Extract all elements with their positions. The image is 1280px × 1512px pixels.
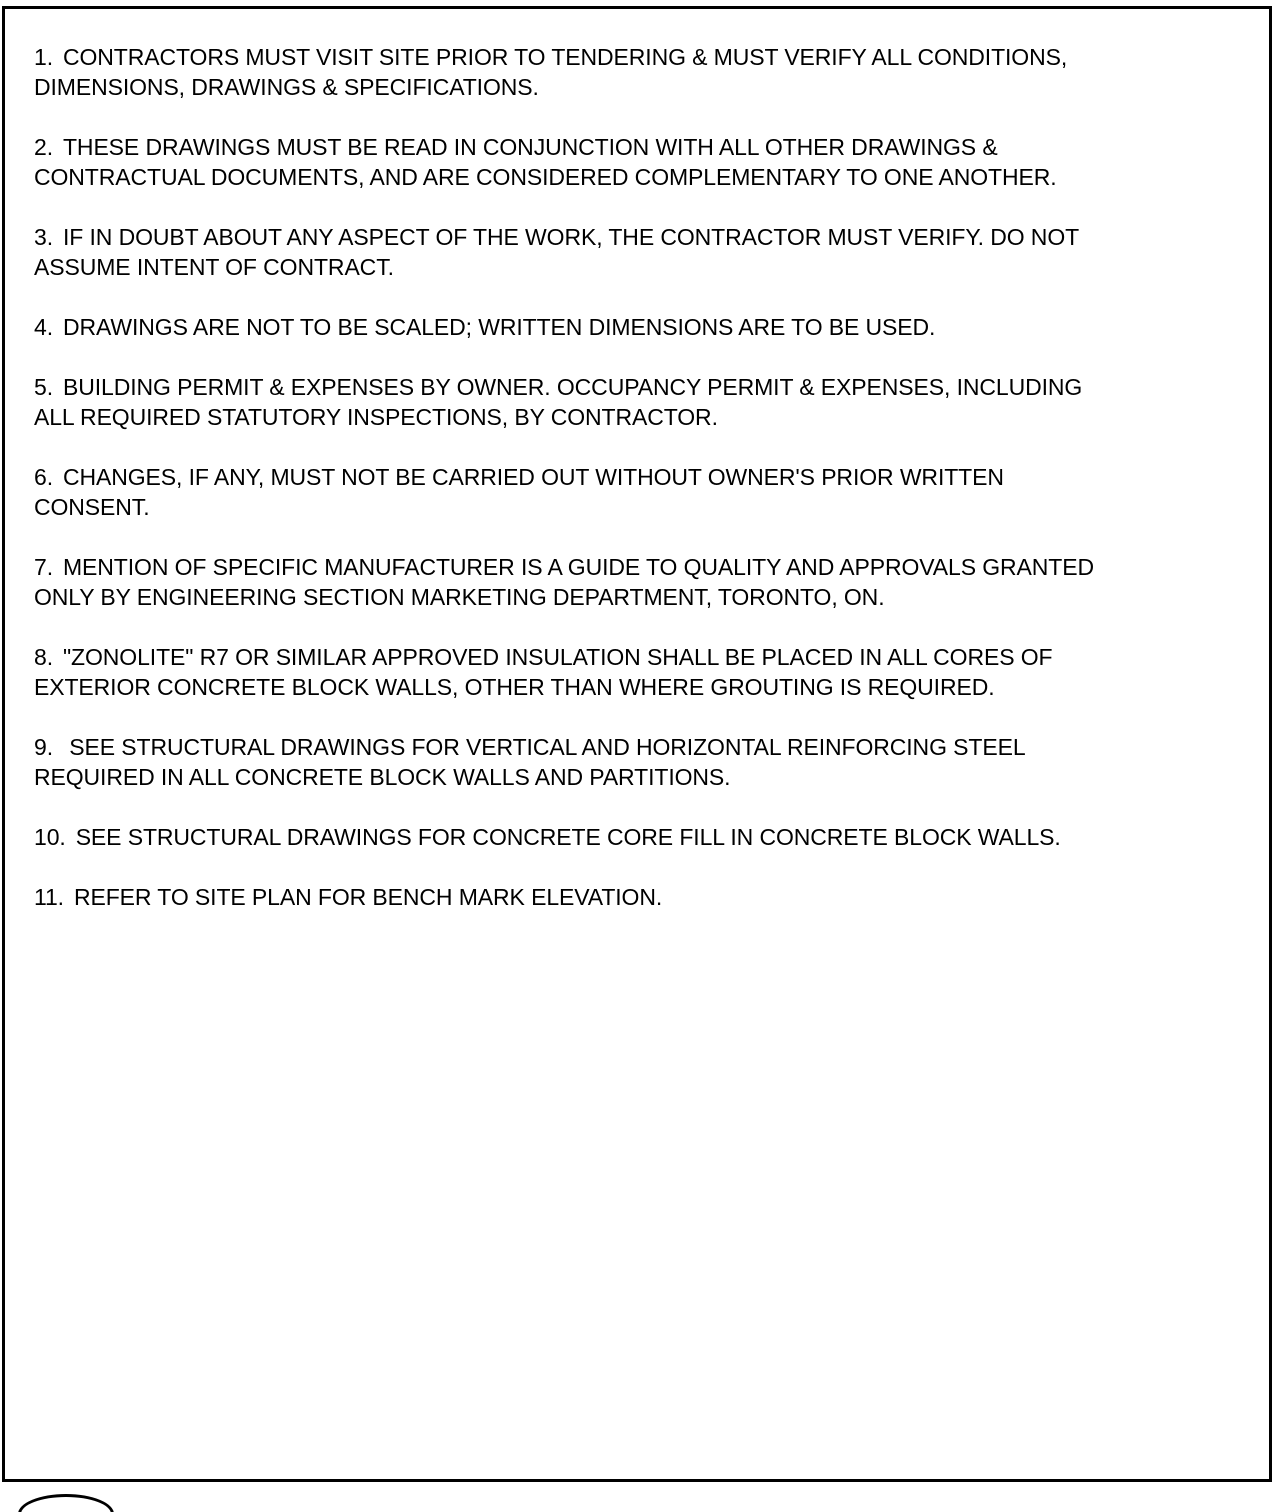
- note-number: 11.: [34, 884, 64, 910]
- general-note-6: [34, 462, 1234, 522]
- note-line: [34, 462, 1234, 492]
- note-text: CONTRACTORS MUST VISIT SITE PRIOR TO TENDERING & MUST VERIFY ALL CONDITIONS,: [62, 44, 1068, 70]
- general-note-10: [34, 822, 1234, 852]
- note-text: ALL REQUIRED STATUTORY INSPECTIONS, BY CONTRACTOR.: [34, 404, 718, 430]
- note-text: SEE STRUCTURAL DRAWINGS FOR CONCRETE CORE FILL IN CONCRETE BLOCK WALLS.: [75, 824, 1061, 850]
- section-marker-circle: [18, 1494, 114, 1512]
- note-text: MENTION OF SPECIFIC MANUFACTURER IS A GUIDE TO QUALITY AND APPROVALS GRANTED: [62, 554, 1094, 580]
- note-line: [34, 312, 1234, 342]
- general-note-2: [34, 132, 1234, 192]
- general-note-3: [34, 222, 1234, 282]
- note-text: CONSENT.: [34, 494, 150, 520]
- note-number: 2.: [34, 134, 53, 160]
- note-text: ASSUME INTENT OF CONTRACT.: [34, 254, 394, 280]
- note-line: [34, 162, 1234, 192]
- note-text: REFER TO SITE PLAN FOR BENCH MARK ELEVATION.: [73, 884, 663, 910]
- note-number: 6.: [34, 464, 53, 490]
- note-text: EXTERIOR CONCRETE BLOCK WALLS, OTHER THAN WHERE GROUTING IS REQUIRED.: [34, 674, 995, 700]
- note-number: 1.: [34, 44, 53, 70]
- note-number: 7.: [34, 554, 53, 580]
- note-text: THESE DRAWINGS MUST BE READ IN CONJUNCTION WITH ALL OTHER DRAWINGS &: [62, 134, 998, 160]
- note-line: [34, 132, 1234, 162]
- note-number: 8.: [34, 644, 53, 670]
- note-text: REQUIRED IN ALL CONCRETE BLOCK WALLS AND PARTITIONS.: [34, 764, 731, 790]
- note-line: [34, 822, 1234, 852]
- note-text: CONTRACTUAL DOCUMENTS, AND ARE CONSIDERED COMPLEMENTARY TO ONE ANOTHER.: [34, 164, 1057, 190]
- note-line: [34, 222, 1234, 252]
- note-text: BUILDING PERMIT & EXPENSES BY OWNER. OCCUPANCY PERMIT & EXPENSES, INCLUDING: [62, 374, 1083, 400]
- note-line: [34, 492, 1234, 522]
- general-note-1: [34, 42, 1234, 102]
- note-line: [34, 252, 1234, 282]
- note-line: [34, 42, 1234, 72]
- note-number: 5.: [34, 374, 53, 400]
- note-line: [34, 372, 1234, 402]
- note-line: [34, 732, 1234, 762]
- general-note-11: [34, 882, 1234, 912]
- general-note-8: [34, 642, 1234, 702]
- general-note-5: [34, 372, 1234, 432]
- note-text: CHANGES, IF ANY, MUST NOT BE CARRIED OUT WITHOUT OWNER'S PRIOR WRITTEN: [62, 464, 1004, 490]
- note-text: DIMENSIONS, DRAWINGS & SPECIFICATIONS.: [34, 74, 539, 100]
- general-note-9: [34, 732, 1234, 792]
- note-number: 4.: [34, 314, 53, 340]
- general-notes-list: [34, 42, 1234, 942]
- note-text: IF IN DOUBT ABOUT ANY ASPECT OF THE WORK, THE CONTRACTOR MUST VERIFY. DO NOT: [62, 224, 1080, 250]
- note-text: DRAWINGS ARE NOT TO BE SCALED; WRITTEN DIMENSIONS ARE TO BE USED.: [62, 314, 936, 340]
- note-number: 10.: [34, 824, 66, 850]
- note-line: [34, 582, 1234, 612]
- general-note-4: [34, 312, 1234, 342]
- note-number: 3.: [34, 224, 53, 250]
- note-line: [34, 552, 1234, 582]
- general-note-7: [34, 552, 1234, 612]
- note-text: "ZONOLITE" R7 OR SIMILAR APPROVED INSULATION SHALL BE PLACED IN ALL CORES OF: [62, 644, 1053, 670]
- note-number: 9.: [34, 734, 53, 760]
- note-line: [34, 642, 1234, 672]
- note-line: [34, 402, 1234, 432]
- note-text: ONLY BY ENGINEERING SECTION MARKETING DEPARTMENT, TORONTO, ON.: [34, 584, 885, 610]
- note-line: [34, 882, 1234, 912]
- note-text: SEE STRUCTURAL DRAWINGS FOR VERTICAL AND HORIZONTAL REINFORCING STEEL: [62, 734, 1026, 760]
- note-line: [34, 72, 1234, 102]
- note-line: [34, 762, 1234, 792]
- note-line: [34, 672, 1234, 702]
